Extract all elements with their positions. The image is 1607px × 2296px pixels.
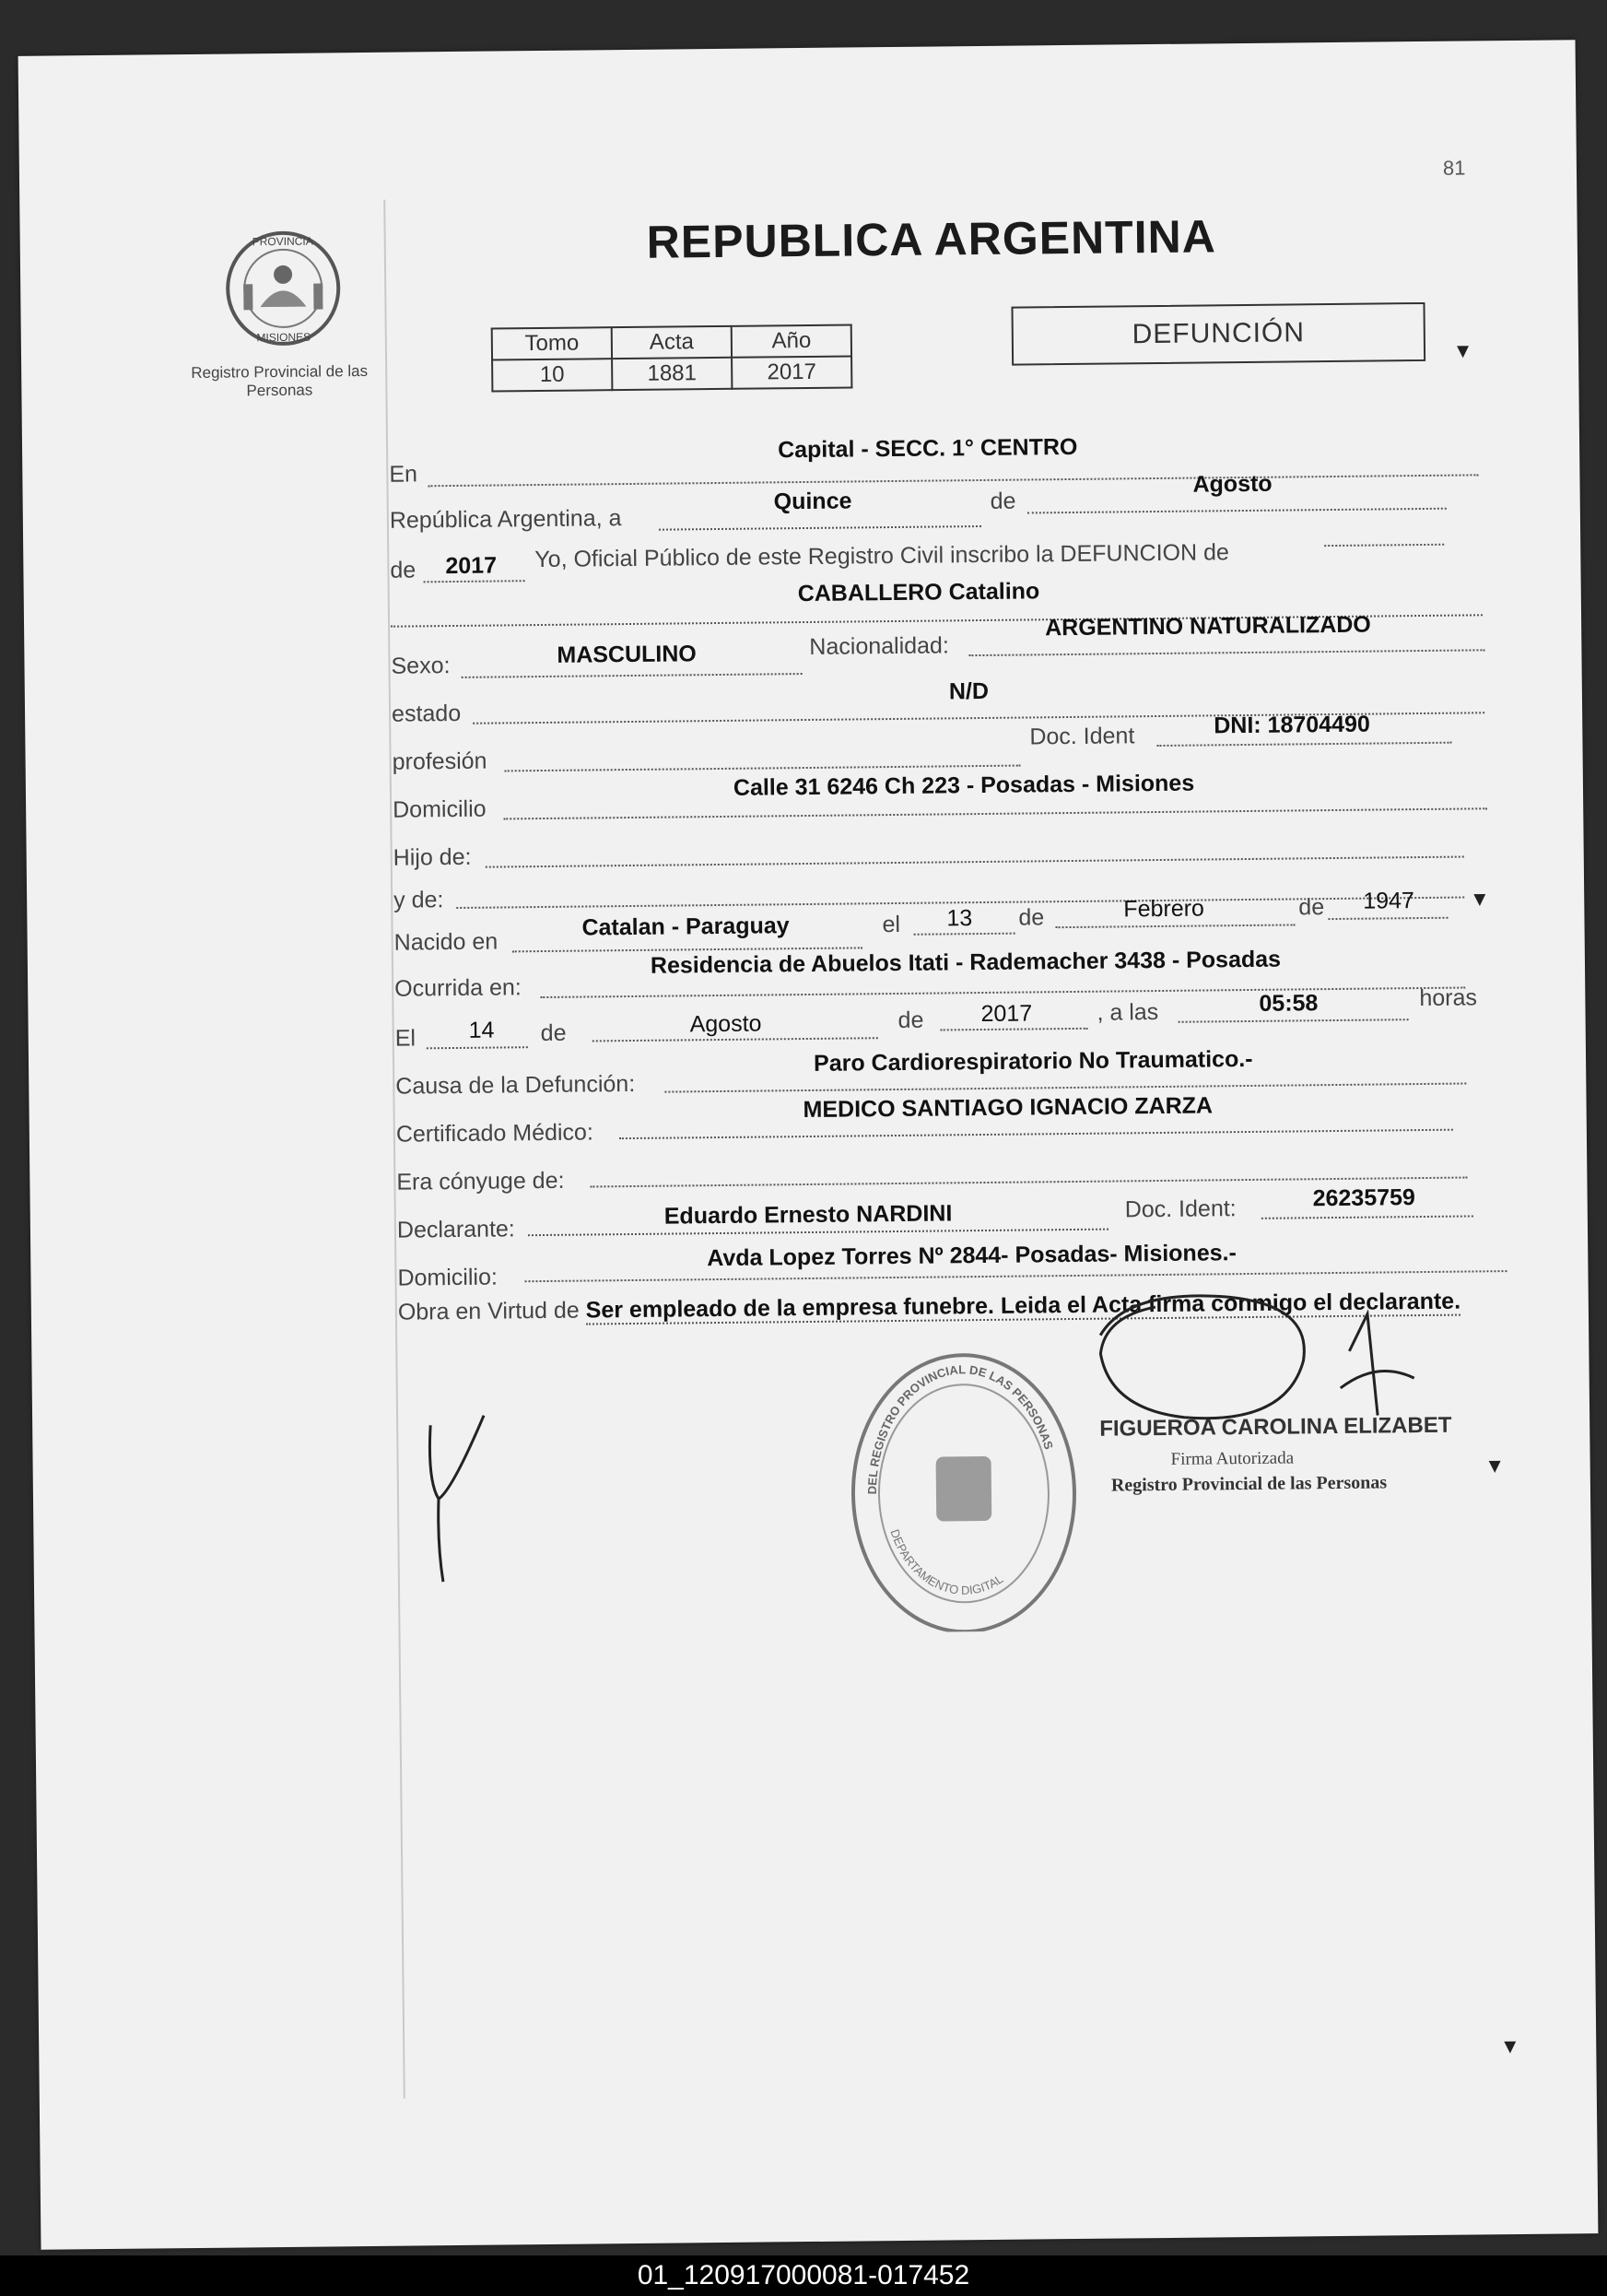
province-seal [213,218,353,363]
birth-year: 1947 [1363,888,1415,914]
estado-label: estado [391,700,462,727]
birth-month: Febrero [1123,895,1205,923]
birth-day: 13 [946,905,973,932]
official-role: Firma Autorizada [1170,1448,1295,1469]
page-title: REPUBLICA ARGENTINA [646,210,1217,268]
death-year-line [941,1028,1088,1031]
de2-label: de [390,557,416,583]
certificado-value: MEDICO SANTIAGO IGNACIO ZARZA [803,1092,1214,1124]
death-month-line [592,1037,878,1042]
de5-label: de [540,1019,567,1047]
declarant-signature [410,1396,522,1600]
birth-year-line [1328,917,1448,920]
doc-ident2-label: Doc. Ident: [1124,1195,1237,1223]
svg-text:PROVINCIA: PROVINCIA [252,234,313,249]
declarante-label: Declarante: [396,1216,515,1243]
domicilio2-label: Domicilio: [397,1264,498,1291]
province-seal-icon [213,218,353,359]
official-stamp-icon [842,1336,1085,1633]
volume-value-acta: 1881 [612,358,732,390]
svg-text:DEL REGISTRO PROVINCIAL DE LAS: DEL REGISTRO PROVINCIAL DE LAS PERSONAS [864,1362,1056,1495]
estado-value: N/D [948,677,990,705]
doc-ident2-value: 26235759 [1312,1184,1416,1212]
profesion-label: profesión [392,748,487,775]
horas-label: horas [1419,984,1478,1012]
month-written: Agosto [1192,470,1273,498]
volume-value-tomo: 10 [492,359,612,391]
hijo-label: Hijo de: [393,843,472,871]
obra-label: Obra en Virtud de [397,1297,580,1325]
nacionalidad-label: Nacionalidad: [809,632,949,660]
hijo-line [486,856,1464,868]
republica-label: República Argentina, a [389,505,622,534]
nacido-label: Nacido en [393,928,499,956]
binding-mark-2: ▾ [1473,884,1486,913]
day-written: Quince [773,488,852,515]
volume-table [491,324,853,392]
year-written: 2017 [445,552,498,580]
doc-ident-line [1156,742,1451,747]
binding-mark-1: ▾ [1456,336,1470,364]
volume-header-acta: Acta [612,326,732,359]
causa-value: Paro Cardiorespiratorio No Traumatico.- [813,1045,1253,1077]
oficial-line [1324,544,1444,547]
month-line [1027,508,1447,514]
death-day-line [427,1046,528,1049]
domicilio-line [503,807,1487,819]
death-time-line [1179,1018,1409,1023]
domicilio2-value: Avda Lopez Torres Nº 2844- Posadas- Misiones.- [707,1240,1237,1272]
certificado-line [619,1129,1453,1139]
obra-value: Ser empleado de la empresa funebre. Leida el Acta firma conmigo el declarante. [585,1288,1461,1324]
sexo-label: Sexo: [391,653,451,679]
birth-day-line [914,933,1015,936]
domicilio-label: Domicilio [393,795,487,823]
day-line [659,525,981,531]
svg-text:MISIONES: MISIONES [256,330,311,345]
de6-label: de [897,1007,924,1033]
el2-label: El [394,1025,416,1052]
official-name: FIGUEROA CAROLINA ELIZABET [1099,1412,1452,1442]
conyuge-label: Era cónyuge de: [396,1167,565,1195]
ocurrida-label: Ocurrida en: [394,974,522,1002]
sexo-value: MASCULINO [557,641,697,668]
oficial-text: Yo, Oficial Público de este Registro Civil inscribo la DEFUNCION de [534,539,1229,573]
official-org: Registro Provincial de las Personas [1110,1472,1388,1496]
record-type: DEFUNCIÓN [1011,302,1425,366]
en-label: En [389,461,418,488]
causa-label: Causa de la Defunción: [395,1070,636,1100]
el-label: el [882,911,901,938]
de3-label: de [1018,904,1045,931]
doc-ident2-line [1261,1215,1473,1219]
doc-ident-label: Doc. Ident [1029,723,1135,750]
certificado-label: Certificado Médico: [395,1119,593,1148]
nacido-value: Catalan - Paraguay [581,913,790,941]
en-value: Capital - SECC. 1° CENTRO [777,433,1078,464]
death-time: 05:58 [1259,990,1319,1017]
binding-mark-4: ▾ [1504,2031,1517,2060]
death-year: 2017 [980,1000,1033,1028]
volume-header-tomo: Tomo [492,327,612,359]
profesion-line [505,765,1021,772]
binding-mark-3: ▾ [1488,1451,1501,1479]
death-month: Agosto [689,1010,762,1038]
sexo-line [462,673,803,678]
declarante-line [528,1229,1108,1237]
volume-header-ano: Año [732,324,851,357]
volume-value-ano: 2017 [732,356,851,388]
de-label: de [990,488,1016,514]
registry-caption: Registro Provincial de las Personas [191,361,369,400]
ocurrida-line [540,987,1465,999]
deceased-name: CABALLERO Catalino [797,578,1040,607]
a-las-label: , a las [1097,999,1159,1026]
footer-code: 01_120917000081-017452 [0,2255,1607,2296]
birth-month-line [1056,924,1296,928]
death-day: 14 [468,1017,495,1043]
nacionalidad-value: ARGENTINO NATURALIZADO [1044,611,1371,642]
en-line [428,474,1478,487]
official-stamp [842,1336,1085,1633]
document-page [18,40,1599,2250]
ocurrida-value: Residencia de Abuelos Itati - Rademacher 3438 - Posadas [650,946,1282,979]
declarante-value: Eduardo Ernesto NARDINI [663,1200,953,1230]
de4-label: de [1298,894,1325,921]
causa-line [664,1083,1466,1093]
doc-ident-value: DNI: 18704490 [1214,711,1370,739]
domicilio-value: Calle 31 6246 Ch 223 - Posadas - Misiones [733,770,1195,801]
y-de-label: y de: [393,887,444,913]
svg-text:DEPARTAMENTO DIGITAL: DEPARTAMENTO DIGITAL [887,1527,1006,1597]
page-number: 81 [1442,156,1466,180]
year-line [424,580,525,583]
nacionalidad-line [968,649,1484,656]
